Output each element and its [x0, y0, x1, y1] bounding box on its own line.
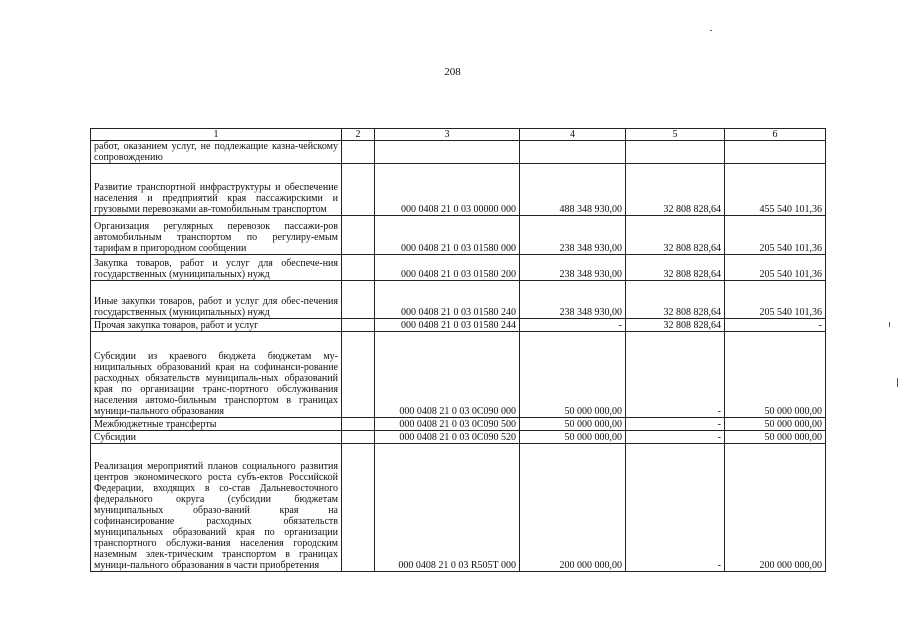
table-row	[91, 444, 826, 572]
row-code: 000 0408 21 0 03 0С090 520	[375, 431, 520, 444]
row-code: 000 0408 21 0 03 01580 200	[375, 255, 520, 281]
row-col2	[342, 418, 375, 431]
header-col-1: 1	[91, 129, 342, 141]
row-value-5: 32 808 828,64	[626, 319, 725, 332]
row-name: Организация регулярных перевозок пассажи-ров автомобильным транспортом по регулиру-емым тарифам в пригородном сообщении	[91, 216, 342, 255]
row-value-4: 50 000 000,00	[520, 418, 626, 431]
row-value-5: -	[626, 444, 725, 572]
row-value-4: -	[520, 319, 626, 332]
row-code: 000 0408 21 0 03 01580 000	[375, 216, 520, 255]
row-value-5: -	[626, 431, 725, 444]
row-value-5: 32 808 828,64	[626, 255, 725, 281]
row-name: Субсидии	[91, 431, 342, 444]
header-col-3: 3	[375, 129, 520, 141]
row-name: Развитие транспортной инфраструктуры и обеспечение населения и предприятий края пассажирскими и грузовыми перевозками ав-томобильным транспортом	[91, 164, 342, 216]
row-name: Реализация мероприятий планов социального развития центров экономического роста субъ-ектов Российской Федерации, входящих в со-став Дальневосточного федерального округа (субсидии бюджетам муниципальных образо-ваний края на софинансирование расходных обязательств муниципальных образований края по организации транспортного обслужи-вания населения городским наземным элек-трическим транспортом в границах муници-пального образования в части приобретения	[91, 444, 342, 572]
row-code: 000 0408 21 0 03 0С090 500	[375, 418, 520, 431]
row-col2	[342, 319, 375, 332]
table-row	[91, 332, 826, 418]
row-value-6: 455 540 101,36	[725, 164, 826, 216]
row-value-6	[725, 141, 826, 164]
row-value-4: 200 000 000,00	[520, 444, 626, 572]
row-value-5: 32 808 828,64	[626, 281, 725, 319]
row-value-6: 50 000 000,00	[725, 431, 826, 444]
row-value-6: 50 000 000,00	[725, 332, 826, 418]
row-col2	[342, 216, 375, 255]
row-value-4: 238 348 930,00	[520, 255, 626, 281]
scan-speck	[889, 322, 890, 327]
row-code: 000 0408 21 0 03 01580 240	[375, 281, 520, 319]
table-row	[91, 141, 826, 164]
row-name: Субсидии из краевого бюджета бюджетам му-ниципальных образований края на софинанси-рование расходных обязательств муниципаль-ных образований края по организации транс-портного обслуживания населения автомо-бильным транспортом в границах муници-пального образования	[91, 332, 342, 418]
row-code: 000 0408 21 0 03 R505T 000	[375, 444, 520, 572]
row-value-6: 205 540 101,36	[725, 216, 826, 255]
row-value-4	[520, 141, 626, 164]
table-row	[91, 431, 826, 444]
row-name: Закупка товаров, работ и услуг для обеспече-ния государственных (муниципальных) нужд	[91, 255, 342, 281]
header-col-2: 2	[342, 129, 375, 141]
row-code: 000 0408 21 0 03 01580 244	[375, 319, 520, 332]
row-value-6: -	[725, 319, 826, 332]
row-col2	[342, 141, 375, 164]
row-code: 000 0408 21 0 03 0С090 000	[375, 332, 520, 418]
table-row	[91, 164, 826, 216]
row-col2	[342, 164, 375, 216]
row-code: 000 0408 21 0 03 00000 000	[375, 164, 520, 216]
row-col2	[342, 281, 375, 319]
row-value-6: 200 000 000,00	[725, 444, 826, 572]
row-value-4: 50 000 000,00	[520, 332, 626, 418]
row-name: Иные закупки товаров, работ и услуг для обес-печения государственных (муниципальных) нужд	[91, 281, 342, 319]
row-col2	[342, 444, 375, 572]
row-value-5: -	[626, 332, 725, 418]
row-name: работ, оказанием услуг, не подлежащие казна-чейскому сопровождению	[91, 141, 342, 164]
row-value-6: 205 540 101,36	[725, 281, 826, 319]
row-value-4: 50 000 000,00	[520, 431, 626, 444]
row-value-4: 488 348 930,00	[520, 164, 626, 216]
row-code	[375, 141, 520, 164]
row-col2	[342, 332, 375, 418]
table-row	[91, 319, 826, 332]
page-number: 208	[444, 66, 461, 78]
row-col2	[342, 255, 375, 281]
table-row	[91, 255, 826, 281]
scan-speck	[710, 30, 712, 31]
header-col-5: 5	[626, 129, 725, 141]
header-row	[91, 129, 826, 141]
row-name: Прочая закупка товаров, работ и услуг	[91, 319, 342, 332]
row-value-5	[626, 141, 725, 164]
row-value-6: 205 540 101,36	[725, 255, 826, 281]
row-col2	[342, 431, 375, 444]
row-name: Межбюджетные трансферты	[91, 418, 342, 431]
table-row	[91, 418, 826, 431]
scan-speck	[897, 378, 898, 387]
row-value-5: 32 808 828,64	[626, 216, 725, 255]
row-value-4: 238 348 930,00	[520, 281, 626, 319]
header-col-4: 4	[520, 129, 626, 141]
header-col-6: 6	[725, 129, 826, 141]
row-value-5: -	[626, 418, 725, 431]
table-row	[91, 216, 826, 255]
row-value-4: 238 348 930,00	[520, 216, 626, 255]
row-value-5: 32 808 828,64	[626, 164, 725, 216]
budget-table	[90, 128, 826, 572]
table-row	[91, 281, 826, 319]
row-value-6: 50 000 000,00	[725, 418, 826, 431]
